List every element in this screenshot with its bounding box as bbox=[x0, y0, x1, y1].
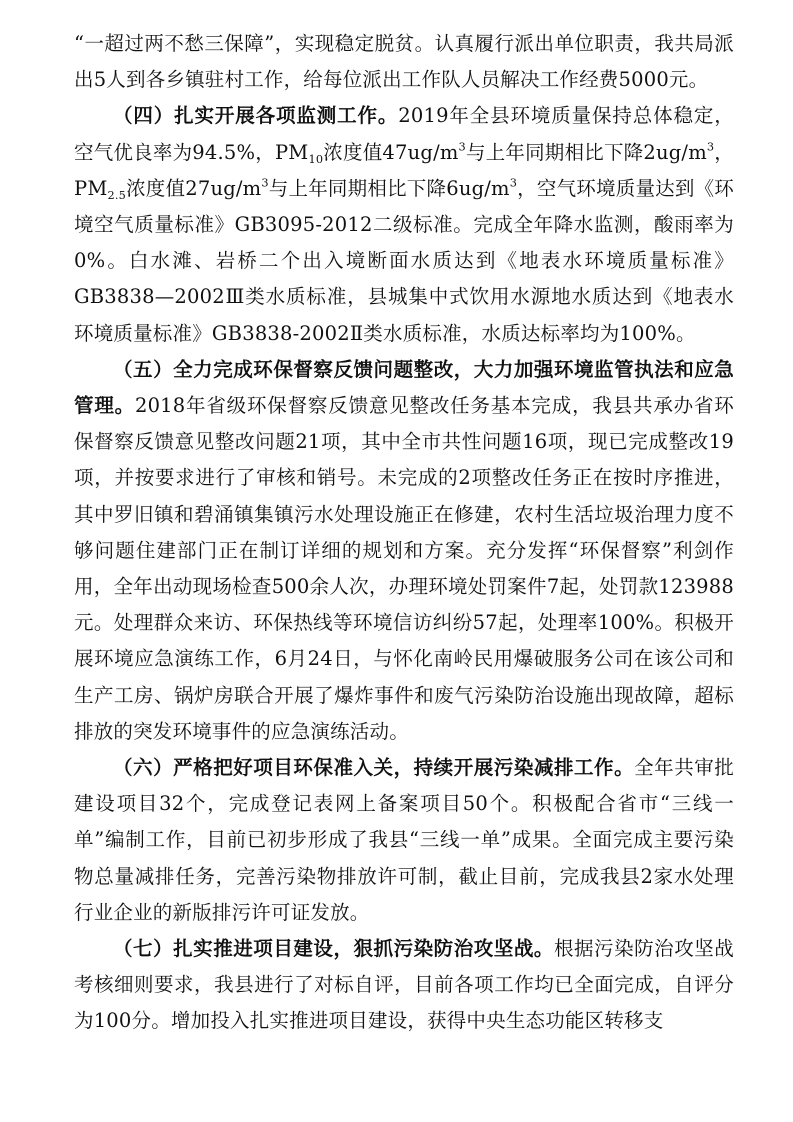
superscript: 3 bbox=[261, 176, 269, 190]
paragraph-text: ，PM bbox=[74, 140, 734, 200]
subscript: 10 bbox=[308, 152, 324, 166]
section-heading-7: （七）扎实推进项目建设，狠抓污染防治攻坚战。 bbox=[113, 937, 554, 961]
paragraph-poverty-alleviation bbox=[74, 26, 734, 98]
superscript: 3 bbox=[458, 140, 466, 154]
paragraph-text: 浓度值47ug/m bbox=[323, 140, 459, 164]
paragraph-project-construction bbox=[74, 931, 734, 1040]
paragraph-text: 全年共审批建设项目32个，完成登记表网上备案项目50个。积极配合省市“三线一单”编制工作，目前已初步形成了我县“三线一单”成果。全面完成主要污染物总量减排任务，完善污染物排放许可制，截止目前，完成我县2家水处理行业企业的新版排污许可证发放。 bbox=[74, 756, 734, 924]
paragraph-text: 浓度值27ug/m bbox=[126, 176, 262, 200]
paragraph-text: 与上年同期相比下降2ug/m bbox=[465, 140, 707, 164]
superscript: 3 bbox=[509, 176, 518, 190]
paragraph-text: ，空气环境质量达到《环境空气质量标准》GB3095-2012二级标准。完成全年降水监测，酸雨率为0%。白水滩、岩桥二个出入境断面水质达到《地表水环境质量标准》GB3838—2002Ⅲ类水质标准，县城集中式饮用水源地水质达到《地表水环境质量标准》GB3838-2002Ⅱ类水质标准，水质达标率均为100%。 bbox=[74, 176, 735, 345]
paragraph-project-admission bbox=[74, 750, 734, 931]
paragraph-inspection-rectification bbox=[74, 352, 734, 750]
paragraph-text: 2018年省级环保督察反馈意见整改任务基本完成，我县共承办省环保督察反馈意见整改问题21项，其中全市共性问题16项，现已完成整改19项，并按要求进行了审核和销号。未完成的2项整改任务正在按时序推进，其中罗旧镇和碧涌镇集镇污水处理设施正在修建，农村生活垃圾治理力度不够问题住建部门正在制订详细的规划和方案。充分发挥“环保督察”利剑作用，全年出动现场检查500余人次，办理环境处罚案件7起，处罚款123988元。处理群众来访、环保热线等环境信访纠纷57起，处理率100%。积极开展环境应急演练工作，6月24日，与怀化南岭民用爆破服务公司在该公司和生产工房、锅炉房联合开展了爆炸事件和废气污染防治设施出现故障，超标排放的突发环境事件的应急演练活动。 bbox=[74, 394, 735, 743]
section-heading-4: （四）扎实开展各项监测工作。 bbox=[113, 104, 399, 128]
document-body bbox=[74, 26, 734, 1040]
section-heading-6: （六）严格把好项目环保准入关，持续开展污染减排工作。 bbox=[113, 756, 635, 780]
section-heading-5: （五）全力完成环保督察反馈问题整改，大力加强环境监管执法和应急管理。 bbox=[74, 357, 734, 418]
paragraph-text: 根据污染防治攻坚战考核细则要求，我县进行了对标自评，目前各项工作均已全面完成，自评分为100分。增加投入扎实推进项目建设，获得中央生态功能区转移支 bbox=[74, 937, 734, 1033]
paragraph-text: 2019年全县环境质量保持总体稳定，空气优良率为94.5%，PM bbox=[74, 104, 734, 164]
paragraph-text: 与上年同期相比下降6ug/m bbox=[268, 176, 510, 200]
paragraph-text: “一超过两不愁三保障”，实现稳定脱贫。认真履行派出单位职责，我共局派出5人到各乡镇驻村工作，给每位派出工作队人员解决工作经费5000元。 bbox=[74, 32, 734, 92]
paragraph-monitoring bbox=[74, 98, 734, 351]
subscript: 2.5 bbox=[107, 188, 127, 202]
superscript: 3 bbox=[706, 140, 715, 154]
